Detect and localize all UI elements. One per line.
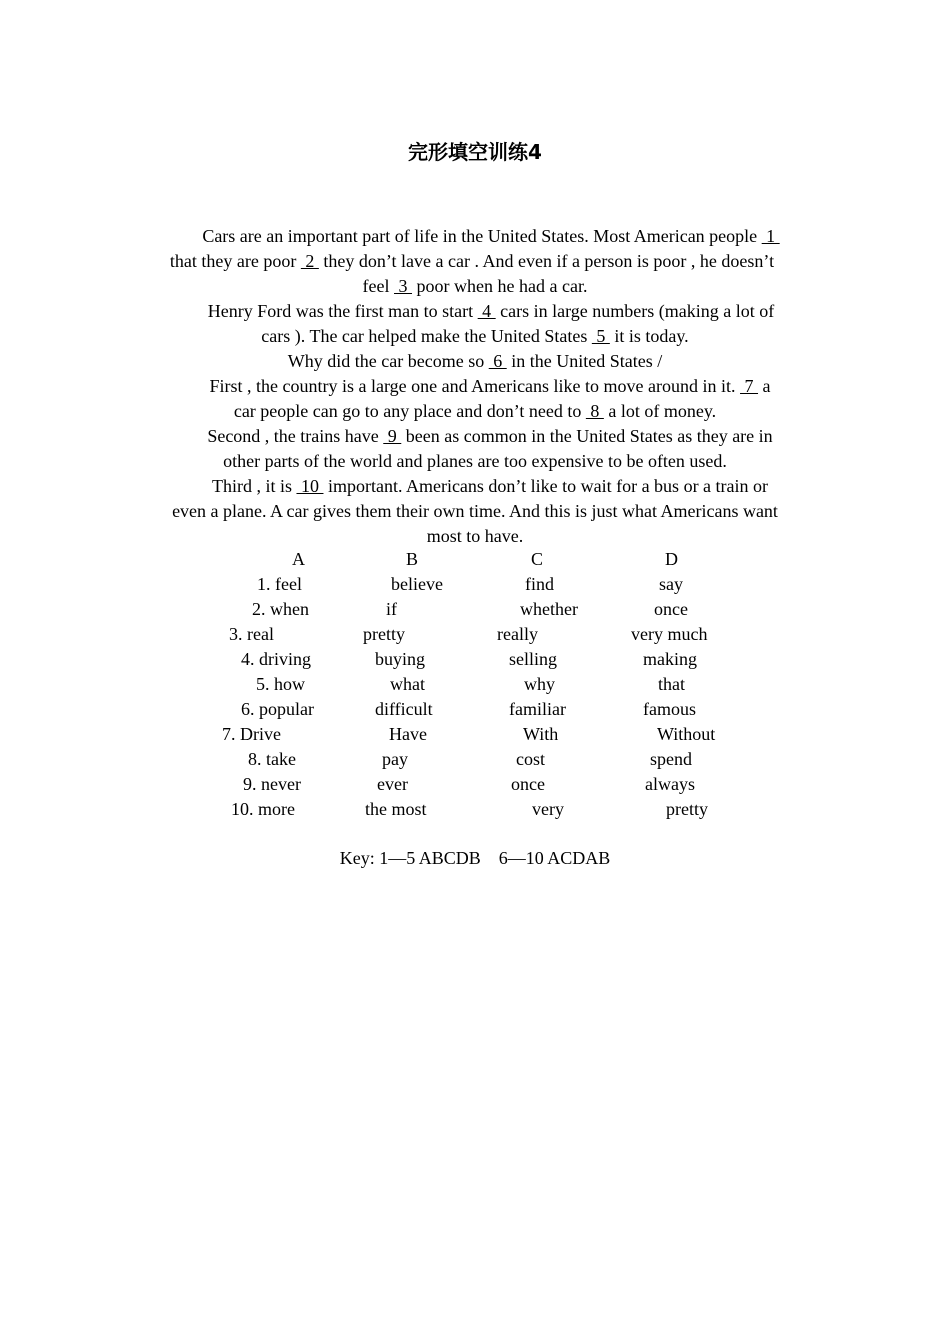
option-c: cost [516,749,545,769]
option-b: believe [391,574,443,594]
passage-text: important. Americans don’t like to wait for a bus or a train or [323,476,769,496]
option-c: selling [509,649,557,669]
passage-text: that they are poor [169,251,301,271]
passage-line [15,424,950,449]
option-c: really [497,624,538,644]
blank-number: 10 [296,476,324,496]
option-d: very much [631,624,708,644]
option-d: that [658,674,685,694]
option-header: C [531,549,544,569]
option-c: familiar [509,699,566,719]
option-header: D [665,549,678,569]
option-c: why [524,674,555,694]
answer-key: Key: 1—5 ABCDB 6—10 ACDAB [339,848,611,868]
option-d: famous [643,699,696,719]
passage-line [0,399,950,424]
passage-text: cars ). The car helped make the United States [261,326,592,346]
passage-text: cars in large numbers (making a lot of [495,301,775,321]
blank-number: 9 [383,426,402,446]
option-b: if [386,599,397,619]
passage-line [0,524,950,549]
option-c: With [523,724,559,744]
option-number-a: 7. Drive [222,724,281,744]
passage-text: feel [362,276,395,296]
option-number-a: 1. feel [257,574,302,594]
passage-line [0,274,950,299]
option-d: spend [650,749,692,769]
option-b: pretty [363,624,405,644]
option-header: B [406,549,419,569]
passage-text: car people can go to any place and don’t need to [233,401,586,421]
passage-text: Third , it is [211,476,297,496]
option-c: whether [520,599,578,619]
option-d: pretty [666,799,708,819]
option-c: once [511,774,545,794]
passage-text: other parts of the world and planes are too expensive to be often used. [223,451,727,471]
blank-number: 7 [740,376,759,396]
option-b: difficult [375,699,433,719]
option-number-a: 2. when [252,599,309,619]
blank-number: 4 [477,301,496,321]
passage-line [0,499,950,524]
blank-number: 2 [300,251,319,271]
passage-line [16,299,950,324]
option-b: buying [375,649,426,669]
option-b: pay [382,749,408,769]
passage-line [0,349,950,374]
option-b: the most [365,799,427,819]
option-number-a: 10. more [231,799,295,819]
passage-text: First , the country is a large one and Americans like to move around in it. [209,376,741,396]
passage-text: Why did the car become so [287,351,489,371]
passage-text: they don’t lave a car . And even if a person is poor , he doesn’t [318,251,775,271]
passage-line [16,224,950,249]
passage-text: in the United States / [506,351,663,371]
passage-text: poor when he had a car. [412,276,588,296]
option-number-a: 9. never [243,774,301,794]
option-b: Have [389,724,427,744]
option-b: ever [377,774,408,794]
passage-line [15,374,950,399]
option-d: always [645,774,695,794]
blank-number: 1 [761,226,780,246]
option-c: find [525,574,554,594]
passage-text: most to have. [426,526,524,546]
blank-number: 3 [394,276,413,296]
blank-number: 6 [488,351,507,371]
passage-text: Henry Ford was the first man to start [207,301,478,321]
option-d: once [654,599,688,619]
passage-text: Second , the trains have [207,426,384,446]
passage-text: a lot of money. [603,401,717,421]
passage-line [15,474,950,499]
option-d: say [659,574,683,594]
option-number-a: 5. how [256,674,305,694]
passage-text: been as common in the United States as they are in [401,426,773,446]
option-d: Without [657,724,716,744]
option-number-a: 3. real [229,624,274,644]
option-d: making [643,649,697,669]
option-c: very [532,799,564,819]
passage-line [0,449,950,474]
passage-line [0,324,950,349]
passage-text: even a plane. A car gives them their own time. And this is just what Americans want [172,501,778,521]
blank-number: 5 [591,326,610,346]
passage-text: a [758,376,771,396]
option-b: what [390,674,425,694]
passage-line [0,249,947,274]
option-number-a: 6. popular [241,699,314,719]
option-header: A [292,549,305,569]
passage-text: it is today. [609,326,689,346]
option-number-a: 4. driving [241,649,311,669]
option-number-a: 8. take [248,749,296,769]
blank-number: 8 [585,401,604,421]
page-title: 完形填空训练4 [408,140,542,164]
passage-text: Cars are an important part of life in the United States. Most American people [202,226,762,246]
